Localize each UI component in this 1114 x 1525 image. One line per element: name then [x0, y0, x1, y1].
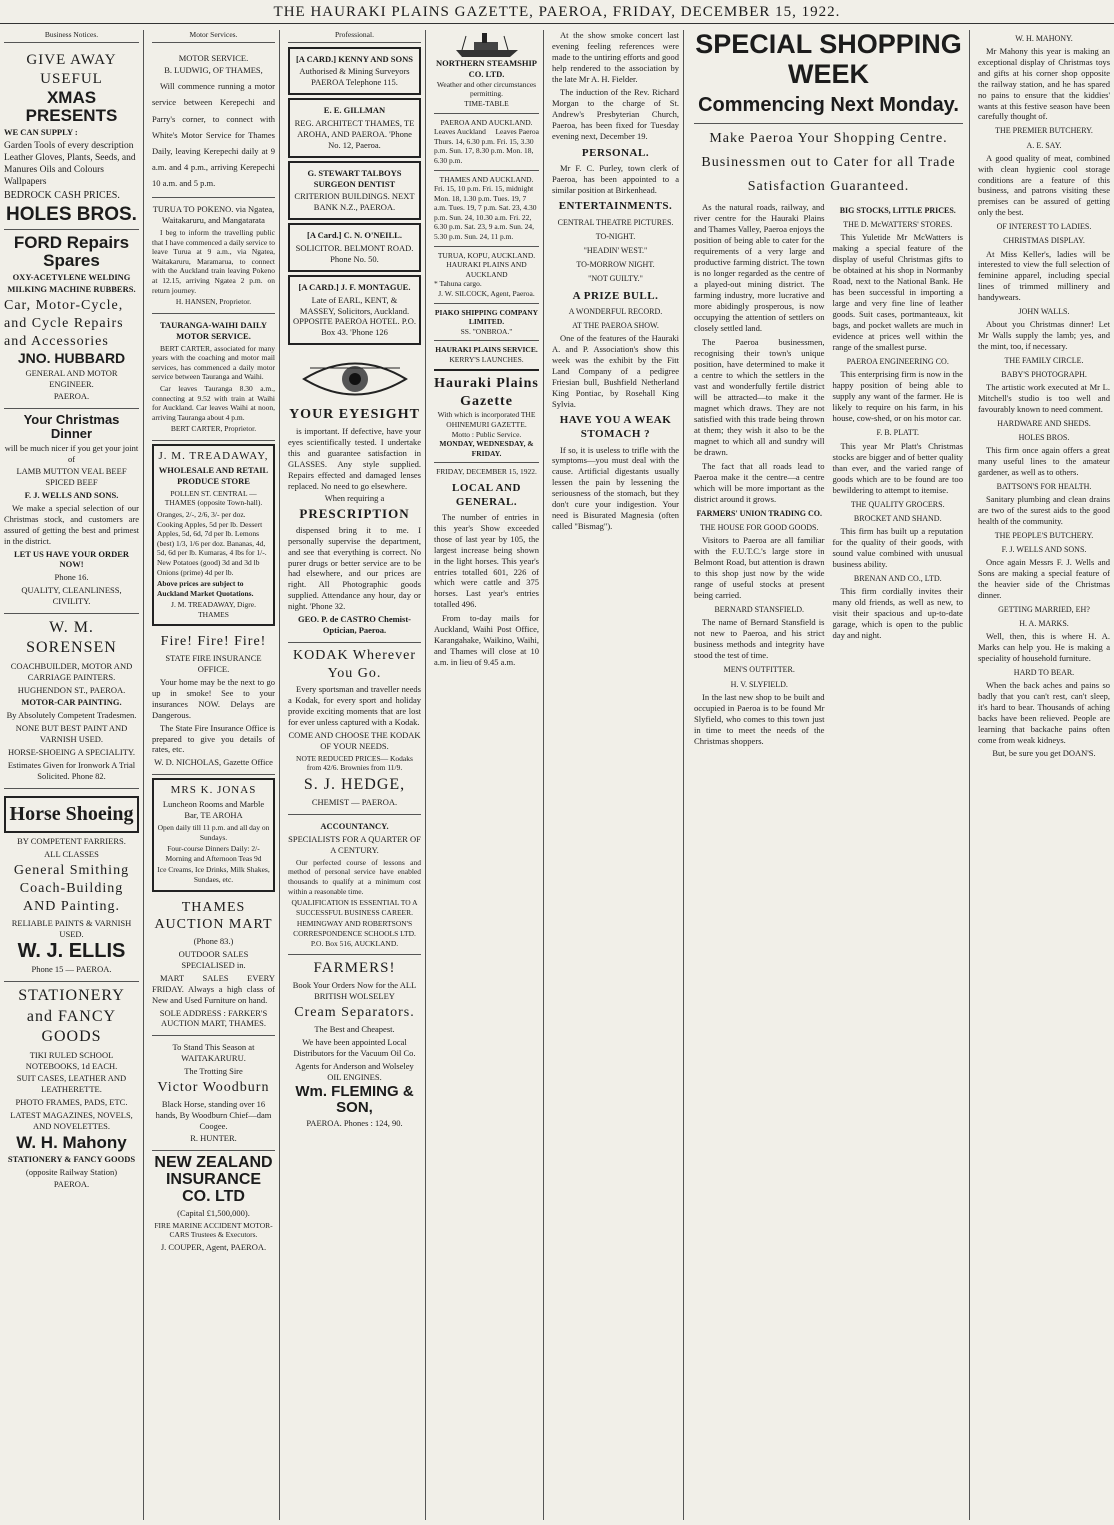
- fire-text: Your home may be the next to go up in smoke! See to your insurances NOW. Delays are Dangerous.: [152, 677, 275, 720]
- tahuna-cargo: * Tahuna cargo.: [434, 279, 482, 289]
- special-selection-text: We make a special selection of our Christmas stock, and customers are assured of getting the best and primest in the district.: [4, 503, 139, 546]
- treadaway-ad: [152, 444, 275, 627]
- order-now: LET US HAVE YOUR ORDER NOW!: [13, 548, 130, 570]
- leaves-auckland: Leaves Auckland: [434, 127, 486, 137]
- purley-text: Mr F. C. Purley, town clerk of Paeroa, has been appointed to a similar position at Birkenhead.: [552, 162, 679, 195]
- incorporated: With which is incorporated THE OHINEMURI GAZETTE.: [437, 410, 536, 429]
- kellers-text: At Miss Keller's, ladies will be interested to view the full selection of feminine apparel, including special lines of trimmed millinery and handywears.: [978, 248, 1110, 303]
- give-away-heading: GIVE AWAY: [26, 51, 117, 68]
- mahony-ad: [4, 982, 139, 1196]
- walls-heading: JOHN WALLS.: [1018, 306, 1070, 316]
- eyesight-text: is important. If defective, have your eyes scientifically tested. I undertake this and guarantee satisfaction in GLASSES. Any style supplied. Repairs effected and damaged lenses replaced. No need to go elsewhere.: [288, 426, 421, 491]
- montague-sub: Late of EARL, KENT, & MASSEY, Solicitors, Auckland. OPPOSITE PAEROA HOTEL. P.O. Box 43. 'Phone 126: [293, 294, 416, 338]
- xmas-dinner-heading: Your Christmas Dinner: [23, 412, 120, 441]
- column-shopping-week: [688, 30, 970, 1520]
- estimates: Estimates Given for Ironwork A Trial Solicited. Phone 82.: [7, 759, 136, 781]
- hubbard-name: JNO. HUBBARD: [17, 350, 126, 367]
- auction-phone: (Phone 83.): [193, 936, 234, 947]
- suit-cases: SUIT CASES, LEATHER AND LEATHERETTE.: [16, 1073, 127, 1095]
- cream-separators: Cream Separators.: [294, 1005, 415, 1021]
- onbroa: SS. "ONBROA.": [460, 326, 513, 336]
- farriers: BY COMPETENT FARRIERS.: [17, 836, 126, 847]
- state-fire-office: STATE FIRE INSURANCE OFFICE.: [165, 653, 262, 675]
- hedge-sub: CHEMIST — PAEROA.: [311, 797, 398, 808]
- mart-sales: MART SALES EVERY FRIDAY. Always a high class of New and Used Furniture on hand.: [152, 972, 275, 1005]
- four-course: Four-course Dinners Daily: 2/- Morning and Afternoon Teas 9d: [165, 844, 262, 863]
- silcock-agent: J. W. SILCOCK, Agent, Paeroa.: [438, 289, 535, 299]
- getting-married: GETTING MARRIED, EH?: [998, 604, 1090, 614]
- turua-kopu: TURUA, KOPU, AUCKLAND.: [437, 250, 536, 260]
- platt-text: This year Mr Platt's Christmas stocks are bigger and of better quality than ever, and the varied range of goods which are to be found are too bewildering to attempt to itemise.: [832, 440, 963, 495]
- reduced-prices: NOTE REDUCED PRICES— Kodaks from 42/6. Brownies from 11/9.: [296, 753, 413, 773]
- brocket-heading: BROCKET AND SHAND.: [853, 513, 942, 523]
- tomorrow-night: TO-MORROW NIGHT.: [576, 260, 655, 270]
- oneill-sub: SOLICITOR. BELMONT ROAD. Phone No. 50.: [295, 243, 414, 264]
- carter-ad: [152, 314, 275, 441]
- column-header: Business Notices.: [4, 30, 139, 43]
- sole-address: SOLE ADDRESS : FARKER'S AUCTION MART, THAMES.: [159, 1007, 268, 1029]
- tauranga-heading: TAURANGA-WAIHI DAILY MOTOR SERVICE.: [160, 319, 267, 341]
- column-motor-services: [148, 30, 280, 1520]
- turua-heading: TURUA TO POKENO. via Ngatea, Waitakaruru, and Mangatarata: [152, 204, 275, 226]
- special-shopping-week-heading: SPECIAL SHOPPING WEEK: [695, 30, 962, 89]
- oil-engines: Agents for Anderson and Wolseley OIL ENGINES.: [295, 1060, 414, 1082]
- kodak-ad: [288, 643, 421, 816]
- motto: Motto : Public Service.: [451, 429, 522, 439]
- holes-bros-name: HOLES BROS.: [6, 203, 137, 225]
- stansfield-text: The name of Bernard Stansfield is not new to Paeroa, and his strict business methods and integrity have stood the test of time.: [694, 617, 825, 661]
- gillman-ad: [288, 98, 421, 158]
- hard-text: When the back aches and pains so badly that you can't rest, can't sleep, it's hard to bear. Thousands of aching backs have been relieved. People are learning that backache pains often come from weak kidneys.: [978, 680, 1110, 745]
- horse-shoeing-speciality: HORSE-SHOEING A SPECIALITY.: [7, 746, 136, 757]
- ford-heading: FORD Repairs Spares: [13, 232, 130, 270]
- big-stocks: BIG STOCKS, LITTLE PRICES.: [839, 205, 956, 215]
- sorensen-address: HUGHENDON ST., PAEROA.: [17, 684, 126, 695]
- mens-outfitter: MEN'S OUTFITTER.: [723, 665, 795, 675]
- dinner-sub: will be much nicer if you get your joint of: [4, 442, 139, 464]
- intro-text: As the natural roads, railway, and river centre for the Hauraki Plains and Thames Valley, Paeroa enjoys the position of being able to cater for the requirements of a very large and productive farming district. The town is no longer regarded as the centre of a played-out mining district. The farming industry, more lucrative and more abidingly prosperous, is now occupying the attention of settlers on closely settled land.: [694, 201, 825, 333]
- hedge-name: S. J. HEDGE,: [303, 775, 406, 793]
- interest-ladies: OF INTEREST TO LADIES.: [996, 222, 1092, 232]
- fleming-sub: PAEROA. Phones : 124, 90.: [306, 1117, 403, 1128]
- northern-steamship: NORTHERN STEAMSHIP CO. LTD.: [435, 58, 537, 79]
- say-text: A good quality of meat, combined with clean hygienic cool storage conditions are a feature of this business, and patrons visiting these premises can be assured of getting only the best.: [978, 152, 1110, 218]
- hauraki-auckland: HAURAKI PLAINS AND AUCKLAND: [446, 260, 527, 279]
- when-requiring: When requiring a: [324, 493, 385, 504]
- pa-times: Thurs. 14, 6.30 p.m. Fri. 15, 3.30 p.m. Sun. 17, 8.30 p.m. Mon. 18, 6.30 p.m.: [434, 136, 534, 165]
- wells-sons-name: F. J. WELLS AND SONS.: [24, 490, 119, 501]
- entertainments-heading: ENTERTAINMENTS.: [558, 200, 673, 213]
- quality-slogan: QUALITY, CLEANLINESS, CIVILITY.: [21, 585, 122, 607]
- say-heading: A. E. SAY.: [1026, 140, 1062, 150]
- hubbard-ad: [4, 230, 139, 409]
- thames-auckland: THAMES AND AUCKLAND.: [439, 174, 534, 184]
- eye-icon: [300, 356, 410, 402]
- horse-shoeing-heading: Horse Shoeing: [4, 796, 139, 834]
- general-smithing: General Smithing: [13, 862, 130, 878]
- masthead: THE HAURAKI PLAINS GAZETTE, PAEROA, FRIDAY, DECEMBER 15, 1922.: [0, 0, 1114, 24]
- engineering-heading: PAEROA ENGINEERING CO.: [846, 357, 949, 367]
- peoples-butchery: THE PEOPLE'S BUTCHERY.: [994, 530, 1094, 540]
- ellis-phone: Phone 15 — PAEROA.: [31, 964, 112, 975]
- hardware-sheds: HARDWARE AND SHEDS.: [997, 418, 1091, 428]
- farmers-union-heading: FARMERS' UNION TRADING CO.: [696, 508, 822, 518]
- state-fire-text: The State Fire Insurance Office is prepared to give you details of rates, etc.: [152, 722, 275, 755]
- hemingway: HEMINGWAY AND ROBERTSON'S CORRESPONDENCE SCHOOLS LTD. P.O. Box 516, AUCKLAND.: [293, 919, 416, 948]
- show-concert: At the show smoke concert last evening feeling references were made to the untiring efforts and good help rendered to the association by the late Mr A. H. Fielder.: [552, 30, 679, 84]
- best-paint: NONE BUT BEST PAINT AND VARNISH USED.: [15, 723, 128, 745]
- trotting-sire: The Trotting Sire: [184, 1066, 243, 1077]
- produce-list: Oranges, 2/-, 2/6, 3/- per doz. Cooking Apples, 5d per lb. Dessert Apples, 5d, 6d, 7d per lb. Lemons (best) 1/3, 1/6 per doz. Bananas, 4d, 5d, 6d per lb. Kumaras, 4 lbs for 1/-. New Potatoes (good) 3d and 3d lb Onions (prime) 4d per lb.: [157, 509, 267, 577]
- xmas-display: CHRISTMAS DISPLAY.: [1003, 236, 1085, 246]
- we-can-supply: WE CAN SUPPLY :: [4, 126, 78, 137]
- tauranga-times: Car leaves Tauranga 8.30 a.m., connecting at 9.52 with train at Waihi for Auckland. Car leaves Waihi at noon, arriving Tauranga about 4 p.m.: [152, 383, 275, 422]
- mahony-town: PAEROA.: [53, 1179, 90, 1190]
- best-cheapest: The Best and Cheapest.: [314, 1024, 395, 1035]
- engineering-text: This enterprising firm is now in the happy position of being able to supply any want of the farmer. He is likely to require on his farm, in his house, cow-shed, or on his motor car.: [832, 369, 963, 424]
- quality-grocers: THE QUALITY GROCERS.: [850, 499, 945, 509]
- farmers-heading: FARMERS!: [313, 960, 396, 977]
- fact-text: The fact that all roads lead to Paeroa make it the centre—a centre which will be more important as the district around it grows.: [694, 460, 825, 504]
- useful-heading: USEFUL: [40, 70, 103, 87]
- accountancy-text: Our perfected course of lessons and method of personal service have enabled thousands to qualify at a minimum cost within a reasonable time.: [288, 857, 421, 896]
- kenny-sub: Authorised & Mining Surveyors PAEROA Telephone 115.: [299, 66, 410, 88]
- victor-name: Victor Woodburn: [157, 1079, 270, 1095]
- at-paeroa-show: AT THE PAEROA SHOW.: [572, 321, 659, 331]
- weather-note: Weather and other circumstances permitting.: [436, 79, 537, 99]
- vacuum-oil: We have been appointed Local Distributors for the Vacuum Oil Co.: [293, 1036, 416, 1058]
- victor-ad: [152, 1036, 275, 1151]
- gillman-name: E. E. GILLMAN: [323, 105, 386, 116]
- luncheon-rooms: Luncheon Rooms and Marble Bar, TE AROHA: [162, 799, 265, 821]
- nz-insurance-name: NEW ZEALAND INSURANCE CO. LTD: [154, 1154, 273, 1205]
- ellis-name: W. J. ELLIS: [17, 940, 126, 963]
- qualification: QUALIFICATION IS ESSENTIAL TO A SUCCESSFUL BUSINESS CAREER.: [291, 898, 418, 917]
- outdoor-sales: OUTDOOR SALES SPECIALISED in.: [178, 949, 249, 971]
- stomach-text: If so, it is useless to trifle with the symptoms—you must deal with the cause. Artificial digestants usually lessen the pain by lessening the seriousness of the stomach, but they don't cure your indigestion. Your need is Bisurated Magnesia (often called "Bismag").: [552, 444, 679, 531]
- magazines: LATEST MAGAZINES, NOVELS, AND NOVELETTES.: [10, 1110, 133, 1131]
- leaves-paeroa: Leaves Paeroa: [495, 127, 539, 137]
- local-text-1: The number of entries in this year's Show exceeded those of last year by 105, the largest increase being shown in the light horses. This year's entries totalled 601, 226 of which were cattle and 375 horses. Last year's entries totalled 496.: [434, 512, 539, 610]
- accountancy-heading: ACCOUNTANCY.: [320, 821, 389, 832]
- motor-service-heading: MOTOR SERVICE.: [178, 52, 249, 63]
- ludwig-ad: [152, 47, 275, 199]
- headin-west: "HEADIN' WEST.": [583, 246, 648, 255]
- house-goods: THE HOUSE FOR GOOD GOODS.: [700, 522, 819, 532]
- marks-text: Well, then, this is where H. A. Marks can help you. He is making a speciality of household furniture.: [978, 631, 1110, 664]
- sorensen-name: W. M. SORENSEN: [26, 618, 117, 657]
- publication-days: MONDAY, WEDNESDAY, & FRIDAY.: [439, 439, 534, 458]
- prize-bull-heading: A PRIZE BULL.: [572, 289, 659, 302]
- timetable-heading: TIME-TABLE: [464, 98, 509, 108]
- mahony-location: (opposite Railway Station): [25, 1166, 118, 1177]
- supply-list: Garden Tools of every description Leather Gloves, Plants, Seeds, and Manures Oils and Colours Wallpapers: [4, 140, 136, 187]
- ice-creams: Ice Creams, Ice Drinks, Milk Shakes, Sundaes, etc.: [157, 865, 270, 884]
- mahony-heading: W. H. MAHONY.: [1015, 34, 1073, 43]
- businessmen: Businessmen out to Cater for all Trade: [701, 154, 956, 170]
- piako-shipping: PIAKO SHIPPING COMPANY LIMITED.: [434, 307, 539, 327]
- eyesight-heading: YOUR EYESIGHT: [289, 407, 420, 423]
- auction-heading: THAMES AUCTION MART: [154, 899, 273, 933]
- oneill-ad: [288, 223, 421, 272]
- holes-heading: HOLES BROS.: [1018, 433, 1070, 443]
- local-general-heading: LOCAL AND GENERAL.: [452, 481, 521, 509]
- wells-heading: F. J. WELLS AND SONS.: [1001, 545, 1087, 555]
- column-header: Professional.: [288, 30, 421, 43]
- mcwatters-text: This Yuletide Mr McWatters is making a special feature of the display of useful Christmas gifts to be obtained at his shop in Normanby Road, next to the National Bank. He has been successful in importing a large and very fine line of leather goods. Suit cases, portmanteaux, kit bags, and pocket wallets are much in evidence at prices well within the range of the smallest purse.: [832, 232, 963, 353]
- wells-phone: Phone 16.: [54, 572, 89, 583]
- stationery-heading: STATIONERY and FANCY GOODS: [18, 987, 125, 1046]
- ta-times: Fri. 15, 10 p.m. Fri. 15, midnight Mon. 18, 1.30 p.m. Tues. 19, 7 a.m. Tues. 19, 7 p.m. Sat. 23, 4.30 p.m. Sun. 24, 10.30 a.m. Fri. 22, 6.30 p.m. Sat. 23, 9 a.m. Sun. 24, 5.30 p.m. Sun. 24, 11 p.m.: [434, 184, 537, 242]
- wonderful-record: A WONDERFUL RECORD.: [568, 306, 663, 316]
- competent-tradesmen: By Absolutely Competent Tradesmen.: [6, 710, 137, 721]
- fleming-name: Wm. FLEMING & SON,: [295, 1083, 414, 1117]
- state-fire-ad: [152, 629, 275, 775]
- fleming-ad: [288, 955, 421, 1135]
- specialists: SPECIALISTS FOR A QUARTER OF A CENTURY.: [288, 834, 421, 855]
- weak-stomach-heading: HAVE YOU A WEAK STOMACH ?: [559, 414, 672, 441]
- montague-ad: [288, 275, 421, 345]
- kodak-text: Every sportsman and traveller needs a Kodak, for every sport and holiday provide exciting moments that are lost for ever unless captured with a Kodak.: [288, 684, 421, 728]
- hubbard-trade: GENERAL AND MOTOR ENGINEER.: [25, 367, 118, 389]
- castro-ad: [288, 348, 421, 642]
- wells-text: Once again Messrs F. J. Wells and Sons are making a special feature of the heavier side of the Christmas dinner.: [978, 557, 1110, 600]
- accountancy-ad: [288, 815, 421, 955]
- babys-text: The artistic work executed at Mr L. Mitchell's studio is too well and favourably known to need comment.: [978, 382, 1110, 414]
- column-shipping: [430, 30, 544, 1520]
- treadaway-address: POLLEN ST. CENTRAL — THAMES (opposite Town-hall).: [164, 488, 263, 508]
- not-guilty: "NOT GUILTY.": [588, 274, 643, 284]
- sorensen-trade: COACHBUILDER, MOTOR AND CARRIAGE PAINTERS.: [10, 660, 133, 682]
- column-business-notices: [4, 30, 144, 1520]
- hard-to-bear: HARD TO BEAR.: [1013, 667, 1075, 677]
- ellis-ad: [4, 789, 139, 983]
- mcwatters-heading: THE D. McWATTERS' STORES.: [843, 219, 953, 229]
- talboys-ad: [288, 161, 421, 221]
- oneill-name: [A Card.] C. N. O'NEILL.: [307, 230, 402, 241]
- mahony-sub: STATIONERY & FANCY GOODS: [7, 1153, 136, 1164]
- holes-text: This firm once again offers a great many useful lines to the amateur gardener, as well as to others.: [978, 445, 1110, 478]
- insurance-lines: FIRE MARINE ACCIDENT MOTOR-CARS Trustees & Executors.: [154, 1220, 273, 1240]
- nicholas-sig: W. D. NICHOLAS, Gazette Office: [154, 757, 273, 768]
- local-text-2: From to-day mails for Auckland, Waihi Post Office, Karangahake, Waikino, Waihi, and Thames will close at 10 a.m. in lieu of 9.45 a.m.: [434, 613, 539, 667]
- intro-text-2: The Paeroa businessmen, recognising their town's unique position, have determined to make it a centre to which the settlers in the vast and wonderfully fertile district will be attracted—to make it the magnet which draws. They are not satisfied with this trade being thrown at them; they wish it also to be the magnet to which all and sundry will be drawn.: [694, 336, 825, 457]
- mahony-name: W. H. Mahony: [16, 1132, 127, 1152]
- prescription-text: dispensed bring it to me. I personally supervise the department, and see that everything is correct. No purer drugs or better service are to be had elsewhere, and our prices are right. All Photographic goods supplied. Attendance any hour, day or night. 'Phone 32.: [288, 524, 421, 611]
- treadaway-name: J. M. TREADAWAY,: [158, 449, 269, 462]
- talboys-address: CRITERION BUILDINGS. NEXT BANK N.Z., PAEROA.: [294, 191, 415, 213]
- tonight: TO-NIGHT.: [595, 231, 636, 241]
- wolseley: Book Your Orders Now for the ALL BRITISH WOLSELEY: [292, 980, 417, 1002]
- castro-sig: GEO. P. de CASTRO Chemist-Optician, Paeroa.: [297, 613, 412, 635]
- nz-insurance-ad: [152, 1151, 275, 1258]
- prescription-heading: PRESCRIPTION: [299, 506, 410, 522]
- column-shop-notes: [974, 30, 1110, 1520]
- ludwig-name: B. LUDWIG, OF THAMES,: [164, 65, 263, 76]
- carter-text: BERT CARTER, associated for many years with the coaching and motor mail services, has commenced a daily motor service between Tauranga and Waihi.: [152, 343, 275, 382]
- photo-frames: PHOTO FRAMES, PADS, ETC.: [15, 1097, 128, 1108]
- slyfield-text: In the last new shop to be built and occupied in Paeroa is to be found Mr Slyfield, who comes to this town just in time to meet the needs of the Christmas shoppers.: [694, 691, 825, 746]
- induction: The induction of the Rev. Richard Morgan to the charge of St. Andrew's Presbyterian Church, Paeroa, has been fixed for Tuesday evening next, December 19.: [552, 87, 679, 141]
- mahony-text: Mr Mahony this year is making an exceptional display of Christmas toys and gifts at his corner shop opposite the railway station, and he has spared no pains to ensure that the kiddies' wants at this festive season have been carefully thought of.: [978, 46, 1110, 122]
- stansfield-heading: BERNARD STANSFIELD.: [714, 605, 805, 615]
- jonas-name: MRS K. JONAS: [170, 784, 257, 797]
- column-professional: [284, 30, 426, 1520]
- wells-dinner-ad: [4, 409, 139, 614]
- milking-rubbers: MILKING MACHINE RUBBERS.: [7, 284, 136, 295]
- coach-building: Coach-Building AND Painting.: [19, 880, 124, 914]
- issue-date: FRIDAY, DECEMBER 15, 1922.: [436, 467, 537, 477]
- auction-mart-ad: [152, 895, 275, 1037]
- hunter-sig: R. HUNTER.: [190, 1133, 237, 1144]
- satisfaction-guaranteed: Satisfaction Guaranteed.: [747, 178, 910, 194]
- column-header: Motor Services.: [152, 30, 275, 43]
- car-repairs-heading: Car, Motor-Cycle, and Cycle Repairs and Accessories: [4, 298, 124, 350]
- brenan-text: This firm cordially invites their many old friends, as well as new, to visit their spacious and up-to-date garage, which is open to the public day and night.: [832, 586, 963, 641]
- sorensen-ad: [4, 614, 139, 789]
- marks-heading: H. A. MARKS.: [1019, 619, 1069, 629]
- brenan-heading: BRENAN AND CO., LTD.: [853, 574, 942, 584]
- hansen-sig: H. HANSEN, Proprietor.: [175, 297, 252, 307]
- gillman-sub: REG. ARCHITECT THAMES, TE AROHA, AND PAEROA. 'Phone No. 12, Paeroa.: [294, 118, 415, 150]
- gazette-title: Hauraki Plains Gazette: [434, 375, 539, 409]
- meat-list: LAMB MUTTON VEAL BEEF SPICED BEEF: [16, 466, 127, 488]
- family-circle: THE FAMILY CIRCLE.: [1004, 355, 1084, 365]
- babys-photograph: BABY'S PHOTOGRAPH.: [1001, 370, 1087, 380]
- bull-text: One of the features of the Hauraki A. and P. Association's show this week was the exhibit by the Fitt Land Company of a pedigree Friesian bull, Bushfield Netherland King Pontiac, by Rosehall King Sylvia.: [552, 333, 679, 409]
- talboys-name: G. STEWART TALBOYS SURGEON DENTIST: [307, 167, 402, 189]
- personal-heading: PERSONAL.: [581, 146, 650, 159]
- kenny-name: [A CARD.] KENNY AND SONS: [295, 53, 414, 64]
- prices-note: Above prices are subject to Auckland Market Quotations.: [157, 579, 254, 598]
- hansen-ad: [152, 198, 275, 314]
- commencing-monday: Commencing Next Monday.: [698, 94, 959, 117]
- reliable-paints: RELIABLE PAINTS & VARNISH USED.: [11, 917, 132, 939]
- montague-name: [A CARD.] J. F. MONTAGUE.: [298, 281, 411, 292]
- jonas-ad: [152, 778, 275, 891]
- all-classes: ALL CLASSES: [44, 849, 99, 860]
- stand-season: To Stand This Season at WAITAKARURU.: [172, 1042, 255, 1064]
- brocket-text: This firm has built up a reputation for the quality of their goods, with sound value combined with unusual business ability.: [832, 526, 963, 570]
- turua-text: I beg to inform the travelling public that I have commenced a daily service to leave Turua at 9 a.m., via Ngatea, Waitakaruru, Maramarua, to connect with the Auckland train leaving Pokeno at 12.15, arriving Ngatea 2 p.m. on return journey.: [152, 228, 275, 295]
- kenny-ad: [288, 47, 421, 96]
- hubbard-town: PAEROA.: [53, 391, 90, 402]
- hauraki-service: HAURAKI PLAINS SERVICE.: [435, 345, 538, 355]
- tiki-notebooks: TIKI RULED SCHOOL NOTEBOOKS, 1d EACH.: [25, 1049, 118, 1071]
- make-paeroa: Make Paeroa Your Shopping Centre.: [709, 130, 948, 146]
- column-news: [548, 30, 684, 1520]
- motor-car-painting: MOTOR-CAR PAINTING.: [21, 697, 122, 708]
- battson-text: Sanitary plumbing and clean drains are two of the surest aids to the good health of the community.: [978, 494, 1110, 526]
- kerrys-launches: KERRY'S LAUNCHES.: [449, 355, 524, 364]
- doans-slogan: But, be sure you get DOAN'S.: [992, 748, 1096, 759]
- couper-agent: J. COUPER, Agent, PAEROA.: [160, 1241, 267, 1252]
- holes-bros-ad: [4, 47, 139, 230]
- jonas-hours: Open daily till 11 p.m. and all day on Sundays.: [157, 822, 270, 842]
- premier-butchery: THE PREMIER BUTCHERY.: [995, 126, 1093, 136]
- capital: (Capital £1,500,000).: [177, 1207, 250, 1218]
- victor-desc: Black Horse, standing over 16 hands, By Woodburn Chief—dam Coogee.: [155, 1098, 272, 1131]
- paeroa-auckland: PAEROA AND AUCKLAND.: [440, 117, 533, 127]
- battson-heading: BATTSON'S FOR HEALTH.: [996, 481, 1092, 491]
- bedrock-prices: BEDROCK CASH PRICES.: [4, 190, 120, 202]
- platt-heading: F. B. PLATT.: [876, 428, 920, 438]
- central-theatre: CENTRAL THEATRE PICTURES.: [557, 217, 674, 227]
- slyfield-heading: H. V. SLYFIELD.: [730, 679, 788, 689]
- farmers-text: Visitors to Paeroa are all familiar with the F.U.T.C.'s large store in Belmont Road, but attention is drawn to this shop just now by the wide range of useful stocks at present being carried.: [694, 535, 825, 601]
- fire-heading: Fire! Fire! Fire!: [160, 634, 267, 650]
- kodak-heading: KODAK Wherever You Go.: [293, 647, 416, 681]
- come-choose: COME AND CHOOSE THE KODAK OF YOUR NEEDS.: [288, 729, 421, 751]
- walls-text: About you Christmas dinner! Let Mr Walls supply the lamb; yes, and the mint, too, if necessary.: [978, 319, 1110, 351]
- treadaway-sig: J. M. TREADAWAY, Digre. THAMES: [171, 600, 256, 619]
- ludwig-text: Will commence running a motor service between Kerepechi and Parry's corner, to connect with White's Motor Service for Thames Daily, leaving Kerepechi daily at 9 a.m. and 4 p.m., arriving Kerepechi 10 a.m. and 5 p.m.: [152, 81, 275, 189]
- oxy-welding: OXY-ACETYLENE WELDING: [12, 271, 131, 282]
- steamship-icon: [452, 30, 522, 58]
- xmas-presents-heading: XMAS PRESENTS: [25, 87, 118, 125]
- treadaway-trade: WHOLESALE AND RETAIL PRODUCE STORE: [158, 465, 269, 486]
- carter-sig: BERT CARTER, Proprietor.: [170, 424, 257, 434]
